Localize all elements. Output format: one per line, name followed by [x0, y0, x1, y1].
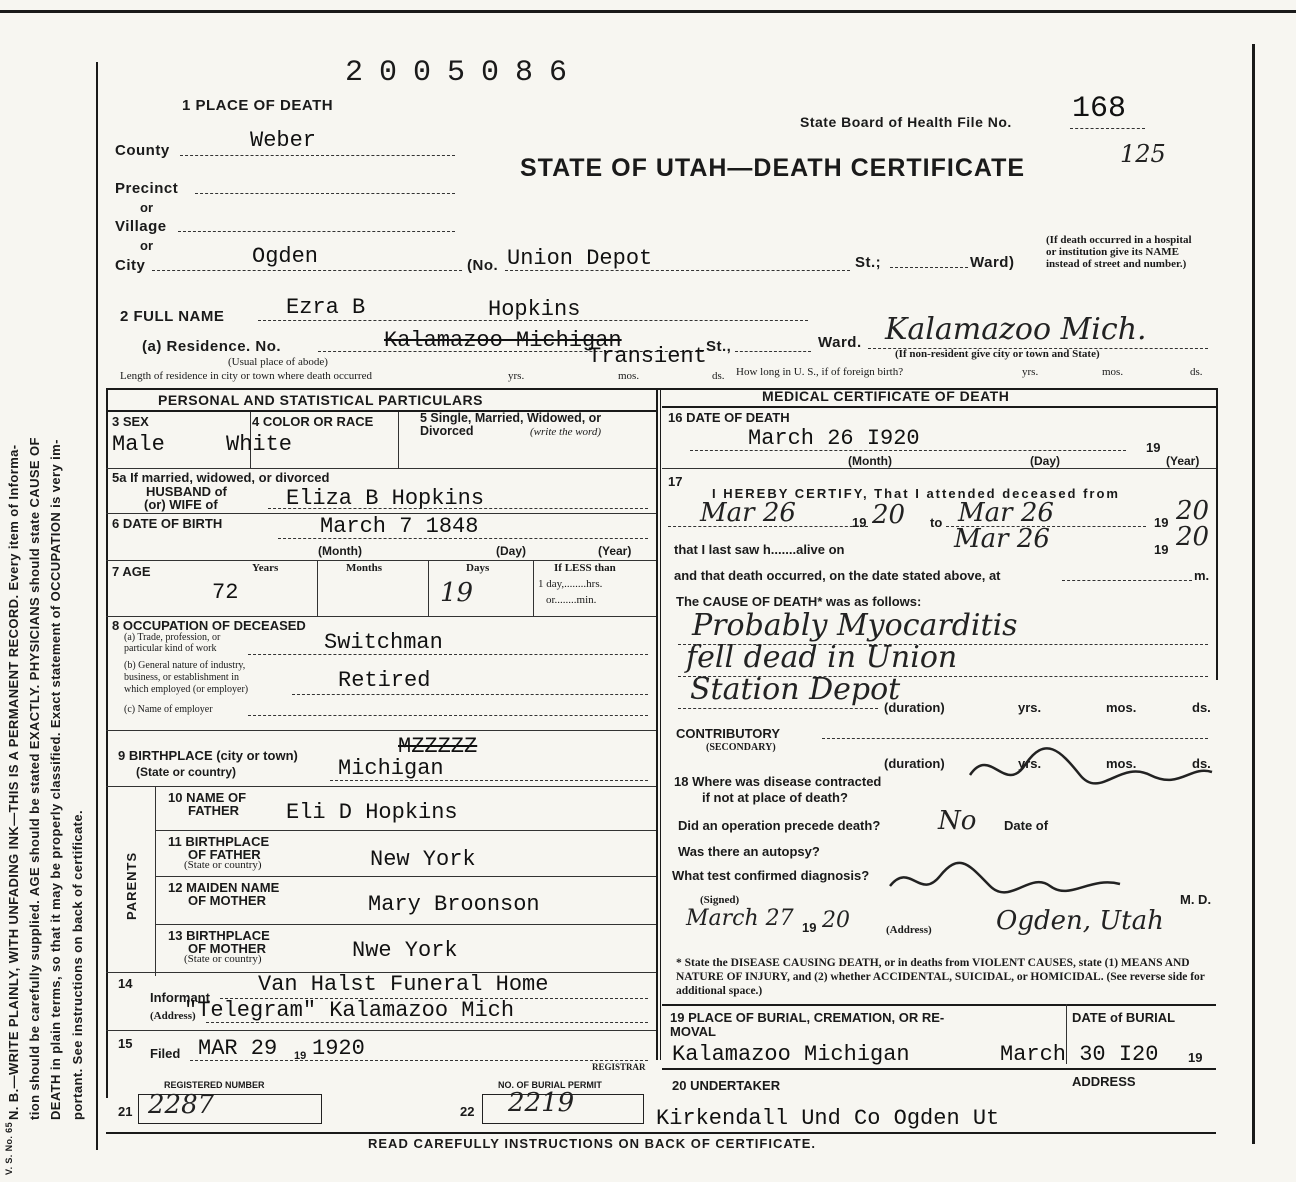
registrar-label: REGISTRAR — [592, 1062, 646, 1072]
filed-label: Filed — [150, 1046, 181, 1061]
street-label: St.; — [855, 254, 882, 271]
burial-permit-value: 2219 — [508, 1088, 575, 1118]
attend-to-value: Mar 26 — [958, 498, 1054, 528]
frame-right — [1252, 44, 1255, 1144]
registered-number-label: REGISTERED NUMBER — [164, 1080, 265, 1090]
marital-label: 5 Single, Married, Widowed, or Divorced — [420, 411, 602, 438]
signed-label: (Signed) — [700, 894, 740, 906]
column-divider-2 — [660, 388, 661, 1060]
dod-month-label: (Month) — [848, 454, 892, 468]
spouse-label-3: (or) WIFE of — [144, 497, 218, 512]
autopsy-label: Was there an autopsy? — [678, 844, 820, 859]
mother-label-1: 12 MAIDEN NAME — [168, 880, 280, 895]
burial-19: 19 — [1188, 1050, 1203, 1065]
cause-line-1: Probably Myocarditis — [692, 608, 1018, 643]
form-number: V. S. No. 65 — [4, 1122, 14, 1175]
less-hrs-label: 1 day,........hrs. — [538, 578, 603, 590]
burial-date-label: DATE of BURIAL — [1072, 1010, 1176, 1025]
physician-address: Ogden, Utah — [996, 906, 1164, 936]
margin-line-4: portant. See instructions on back of certificate. — [70, 810, 85, 1120]
transient-value: Transient — [588, 344, 707, 369]
residence-ward-label: Ward. — [818, 334, 862, 351]
undertaker-address-label: ADDRESS — [1072, 1074, 1136, 1089]
occupation-label: 8 OCCUPATION OF DECEASED — [112, 618, 306, 633]
duration-label: (duration) — [884, 700, 945, 715]
sex-label: 3 SEX — [112, 414, 149, 429]
length-of-residence-label: Length of residence in city or town where death occurred — [120, 370, 372, 382]
race-label: 4 COLOR OR RACE — [252, 414, 374, 429]
dob-year-label: (Year) — [598, 544, 632, 558]
certify-number: 17 — [668, 474, 683, 489]
filed-year: 1920 — [312, 1036, 365, 1061]
mother-birthplace-value: Nwe York — [352, 938, 458, 963]
informant-label: Informant — [150, 990, 210, 1005]
age-years-label: Years — [252, 562, 279, 574]
filed-value: MAR 29 — [198, 1036, 278, 1061]
registered-number-value: 2287 — [148, 1090, 215, 1120]
burial-place-value: Kalamazoo Michigan — [672, 1042, 910, 1067]
cause-line-2: fell dead in Union — [686, 640, 958, 675]
occupation-value: Switchman — [324, 630, 443, 655]
attend-19b: 19 — [1154, 515, 1169, 530]
informant-address-label: (Address) — [150, 1010, 196, 1022]
age-years-value: 72 — [212, 580, 239, 605]
margin-line-1: N. B.—WRITE PLAINLY, WITH UNFADING INK—THIS IS A PERMANENT RECORD. Every item of Informa- — [6, 444, 21, 1120]
residence-value: Kalamazoo Michigan — [384, 328, 622, 353]
duration-ds: ds. — [1192, 700, 1211, 715]
dod-value: March 26 I920 — [748, 426, 920, 451]
dob-value: March 7 1848 — [320, 514, 479, 539]
or-label-1: or — [140, 200, 153, 215]
occupation-b-1: (b) General nature of industry, — [124, 660, 246, 671]
employer-label: (c) Name of employer — [124, 704, 213, 715]
father-label-1: 10 NAME OF — [168, 790, 247, 805]
column-divider — [656, 388, 658, 1060]
hospital-note: (If death occurred in a hospital or institution give its NAME instead of street and number.) — [1046, 234, 1192, 270]
nonresident-note: (If non-resident give city or town and State) — [895, 348, 1100, 360]
spouse-value: Eliza B Hopkins — [286, 486, 485, 511]
us-yrs: yrs. — [1022, 366, 1039, 378]
residence-ward-value: Kalamazoo Mich. — [885, 312, 1147, 347]
attend-19a: 19 — [852, 515, 867, 530]
industry-value: Retired — [338, 668, 431, 693]
duration2-ds: ds. — [1192, 756, 1211, 771]
full-name-label: 2 FULL NAME — [120, 308, 225, 325]
certificate-number: 2005086 — [345, 56, 584, 90]
birthplace-value: Michigan — [338, 756, 444, 781]
margin-line-3: DEATH in plain terms, so that it may be properly classified. Exact statement of OCCUPATION is very im- — [48, 439, 63, 1120]
q18-label: 18 Where was disease contracted — [674, 774, 882, 789]
cause-note: * State the DISEASE CAUSING DEATH, or in deaths from VIOLENT CAUSES, state (1) MEANS AND NATURE OF INJURY, and (2) whether ACCIDENTAL, SUICIDAL, or HOMICIDAL. (See reverse side for additional space.) — [676, 957, 1205, 997]
margin-line-2: tion should be carefully supplied. AGE should be stated EXACTLY. PHYSICIANS should state CAUSE OF — [27, 437, 42, 1120]
city-label: City — [115, 257, 146, 274]
birthplace-state-label: (State or country) — [136, 765, 237, 779]
undertaker-value: Kirkendall Und Co Ogden Ut — [656, 1106, 1000, 1131]
filed-number: 15 — [118, 1036, 133, 1051]
city-value: Ogden — [252, 244, 319, 269]
personal-section-title: PERSONAL AND STATISTICAL PARTICULARS — [158, 392, 483, 408]
age-days-label: Days — [466, 562, 490, 574]
or-label-2: or — [140, 238, 153, 253]
occupation-a-1: (a) Trade, profession, or — [124, 632, 221, 643]
mother-birthplace-label-1: 13 BIRTHPLACE — [168, 928, 270, 943]
duration-mos: mos. — [1106, 700, 1137, 715]
burial-top-line — [662, 1004, 1216, 1006]
last-saw-value: Mar 26 — [954, 524, 1050, 554]
mother-birthplace-label-3: (State or country) — [184, 953, 262, 965]
test-label: What test confirmed diagnosis? — [672, 868, 870, 883]
cause-line-3: Station Depot — [690, 672, 901, 707]
duration-yrs: yrs. — [1018, 700, 1042, 715]
dod-day-label: (Day) — [1030, 454, 1061, 468]
age-days-value: 19 — [440, 578, 474, 608]
signed-19: 19 — [802, 920, 817, 935]
burial-label-1: 19 PLACE OF BURIAL, CREMATION, OR RE- — [670, 1010, 945, 1025]
death-occurred-label: and that death occurred, on the date stated above, at — [674, 568, 1001, 583]
informant-value: Van Halst Funeral Home — [258, 972, 549, 997]
less-min-label: or........min. — [546, 594, 597, 606]
medical-title-line — [662, 406, 1216, 408]
operation-answer: No — [938, 806, 977, 836]
occupation-a-2: particular kind of work — [124, 643, 217, 654]
race-value: White — [226, 432, 293, 457]
county-value: Weber — [250, 128, 317, 153]
footer-line — [106, 1132, 1216, 1134]
dob-day-label: (Day) — [496, 544, 527, 558]
dod-label: 16 DATE OF DEATH — [668, 410, 790, 425]
frame-left — [96, 62, 98, 1150]
secondary-label: (SECONDARY) — [706, 742, 776, 753]
burial-label-2: MOVAL — [670, 1024, 716, 1039]
file-number: 168 — [1072, 92, 1127, 126]
spouse-label-1: 5a If married, widowed, or divorced — [112, 470, 330, 485]
father-birthplace-value: New York — [370, 847, 476, 872]
dob-label: 6 DATE OF BIRTH — [112, 516, 223, 531]
residence-mos: mos. — [618, 370, 640, 382]
to-label: to — [930, 515, 943, 530]
mother-value: Mary Broonson — [368, 892, 540, 917]
last-saw-label: that I last saw h.......alive on — [674, 542, 845, 557]
last-name-value: Hopkins — [488, 297, 581, 322]
burial-date-value: March 30 I20 — [1000, 1042, 1159, 1067]
physician-signature-contributory — [950, 740, 1220, 805]
father-birthplace-label-3: (State or country) — [184, 859, 262, 871]
signed-date: March 27 — [686, 906, 794, 931]
parents-label: PARENTS — [124, 851, 139, 920]
street-number-label: (No. — [467, 257, 499, 274]
contributory-label: CONTRIBUTORY — [676, 726, 780, 741]
attend-from-value: Mar 26 — [700, 498, 796, 528]
birthplace-city-value: MZZZZZ — [398, 734, 478, 759]
how-long-us-label: How long in U. S., if of foreign birth? — [736, 366, 904, 378]
q18-sub-label: if not at place of death? — [702, 790, 848, 805]
residence-ds: ds. — [712, 370, 725, 382]
village-label: Village — [115, 218, 167, 235]
informant-address-value: "Telegram" Kalamazoo Mich — [184, 998, 515, 1023]
operation-label: Did an operation precede death? — [678, 818, 881, 833]
us-ds: ds. — [1190, 366, 1203, 378]
informant-number: 14 — [118, 976, 133, 991]
dob-month-label: (Month) — [318, 544, 362, 558]
undertaker-top-line — [662, 1068, 1216, 1070]
certificate-title: STATE OF UTAH—DEATH CERTIFICATE — [520, 154, 1026, 182]
operation-date-label: Date of — [1004, 818, 1049, 833]
father-value: Eli D Hopkins — [286, 800, 458, 825]
m-label: m. — [1194, 568, 1210, 583]
duration2-yrs: yrs. — [1018, 756, 1042, 771]
file-note: 125 — [1120, 140, 1166, 168]
spouse-label-2: HUSBAND of — [146, 484, 227, 499]
physician-address-label: (Address) — [886, 924, 932, 936]
registered-number-prefix: 21 — [118, 1104, 133, 1119]
dod-19: 19 — [1146, 440, 1161, 455]
county-label: County — [115, 142, 170, 159]
occupation-b-3: which employed (or employer) — [124, 684, 249, 695]
age-label: 7 AGE — [112, 564, 151, 579]
us-mos: mos. — [1102, 366, 1124, 378]
father-birthplace-label-2: OF FATHER — [188, 847, 261, 862]
attend-to-year: 20 — [1176, 496, 1210, 526]
mother-label-2: OF MOTHER — [188, 893, 266, 908]
inner-left — [106, 388, 108, 1098]
dod-year-label: (Year) — [1166, 454, 1200, 468]
place-of-death-label: 1 PLACE OF DEATH — [182, 97, 334, 114]
occupation-b-2: business, or establishment in — [124, 672, 239, 683]
birthplace-label: 9 BIRTHPLACE (city or town) — [118, 748, 298, 763]
sex-value: Male — [112, 432, 165, 457]
usual-abode-label: (Usual place of abode) — [228, 356, 328, 368]
less-than-label: If LESS than — [554, 562, 616, 574]
residence-st-label: St., — [706, 338, 732, 355]
filed-19: 19 — [294, 1050, 307, 1062]
precinct-label: Precinct — [115, 180, 179, 197]
duration2-mos: mos. — [1106, 756, 1137, 771]
ward-label: Ward) — [970, 254, 1015, 271]
burial-permit-prefix: 22 — [460, 1104, 475, 1119]
certify-text: I HEREBY CERTIFY, That I attended deceased from — [712, 486, 1120, 501]
last-saw-year: 20 — [1176, 522, 1210, 552]
frame-top — [0, 10, 1296, 13]
duration2-label: (duration) — [884, 756, 945, 771]
section-top-line — [106, 388, 1216, 390]
father-birthplace-label-1: 11 BIRTHPLACE — [168, 834, 270, 849]
cause-label: The CAUSE OF DEATH* was as follows: — [676, 594, 922, 609]
mother-birthplace-label-2: OF MOTHER — [188, 941, 266, 956]
burial-permit-label: NO. OF BURIAL PERMIT — [498, 1080, 602, 1090]
read-instructions: READ CAREFULLY INSTRUCTIONS ON BACK OF CERTIFICATE. — [368, 1136, 816, 1151]
inner-right — [1216, 388, 1218, 680]
street-value: Union Depot — [507, 246, 653, 271]
last-saw-19: 19 — [1154, 542, 1169, 557]
attend-from-year: 20 — [872, 500, 906, 530]
first-name-value: Ezra B — [286, 295, 366, 320]
md-label: M. D. — [1180, 892, 1212, 907]
residence-yrs: yrs. — [508, 370, 525, 382]
undertaker-label: 20 UNDERTAKER — [672, 1078, 781, 1093]
physician-signature — [880, 856, 1140, 911]
medical-section-title: MEDICAL CERTIFICATE OF DEATH — [762, 388, 1010, 404]
file-number-label: State Board of Health File No. — [800, 114, 1012, 130]
age-months-label: Months — [346, 562, 383, 574]
marital-hint: (write the word) — [530, 426, 602, 438]
residence-label: (a) Residence. No. — [142, 338, 282, 355]
signed-year: 20 — [822, 908, 850, 933]
father-label-2: FATHER — [188, 803, 240, 818]
